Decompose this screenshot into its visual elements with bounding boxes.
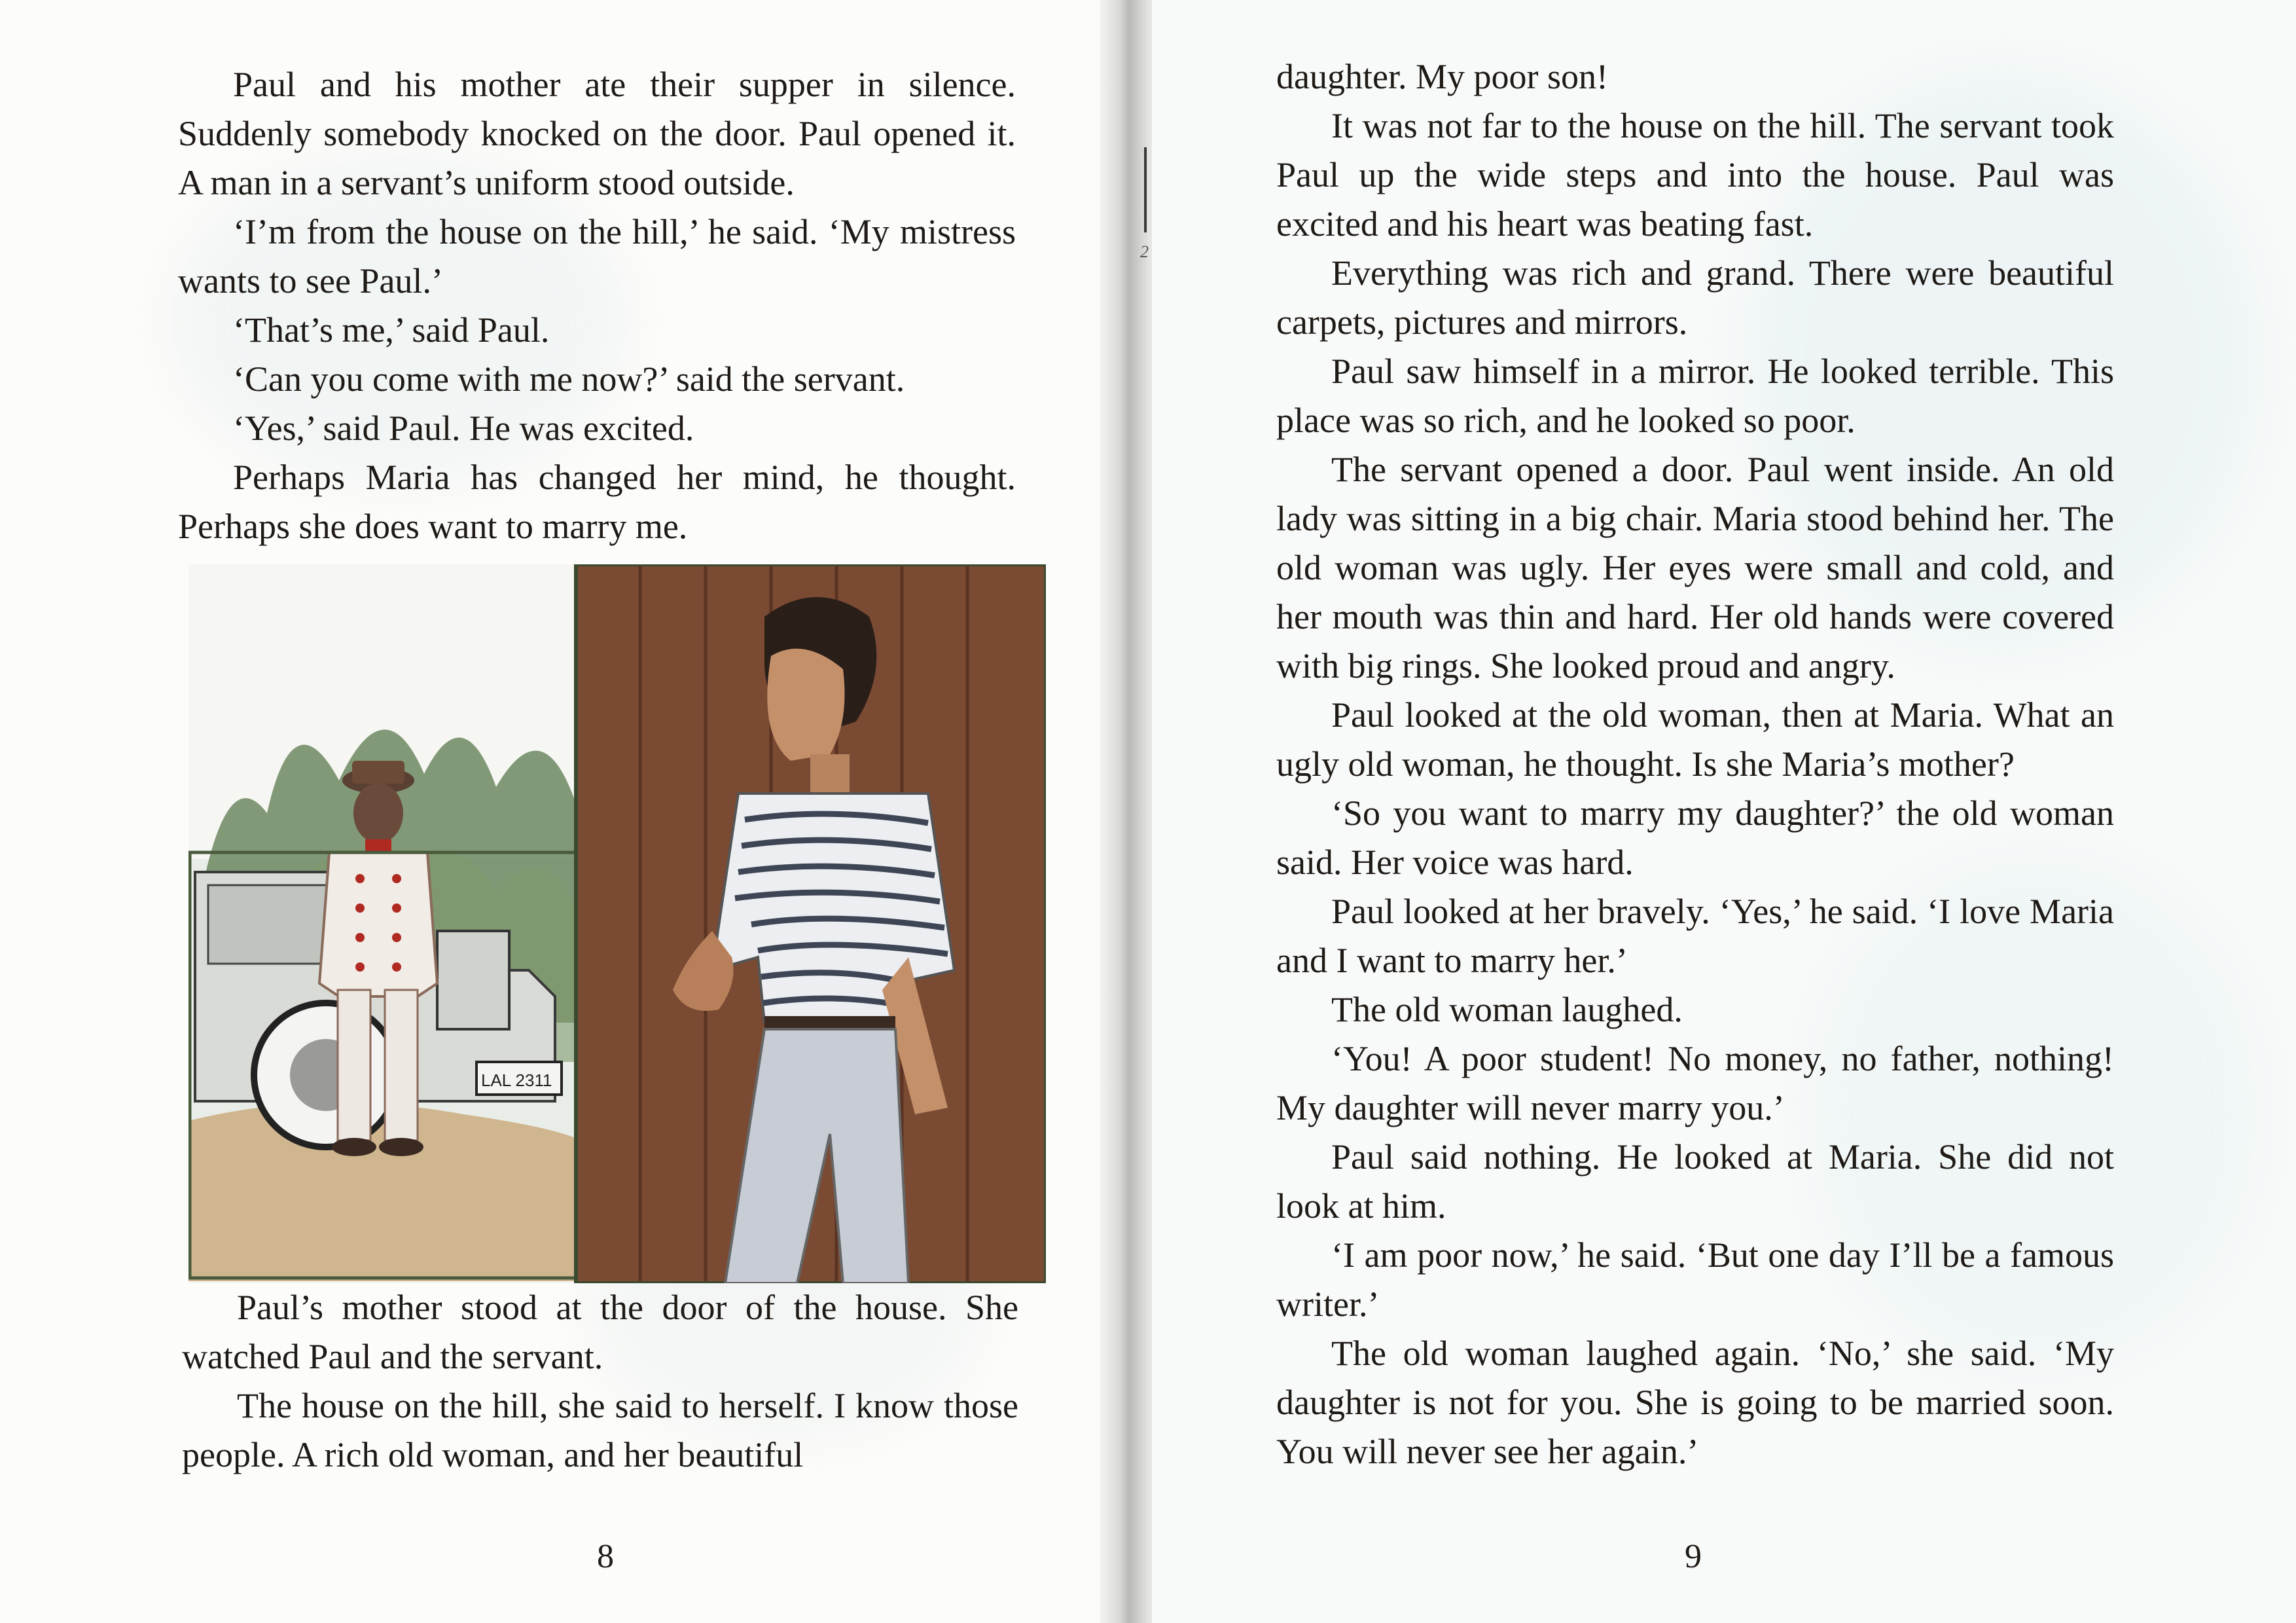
car-grille (437, 931, 509, 1029)
servant-cap-crown (352, 761, 404, 784)
page-number-left: 8 (597, 1538, 614, 1575)
paragraph: Paul looked at her bravely. ‘Yes,’ he said. ‘I love Maria and I want to marry her.’ (1276, 892, 2114, 980)
gutter-fragment: 2 (1140, 242, 1149, 261)
left-page (0, 0, 1113, 1623)
paragraph: ‘Yes,’ said Paul. He was excited. (233, 409, 694, 448)
servant-shoe (379, 1138, 423, 1156)
servant-head (353, 783, 403, 843)
paul-neck (810, 754, 850, 793)
left-page-text-top (178, 60, 1016, 551)
story-illustration (188, 564, 1046, 1283)
paragraph: Everything was rich and grand. There were beautiful carpets, pictures and mirrors. (1276, 253, 2114, 342)
paragraph: ‘Can you come with me now?’ said the servant. (233, 359, 905, 399)
paul-face (767, 649, 844, 761)
license-plate-text: LAL 2311 (481, 1070, 552, 1090)
paragraph: ‘You! A poor student! No money, no father, nothing! My daughter will never marry you.’ (1276, 1039, 2114, 1127)
page-number-right: 9 (1685, 1538, 1702, 1575)
paragraph: The old woman laughed again. ‘No,’ she said. ‘My daughter is not for you. She is going to be married soon. You will never see her again.’ (1276, 1334, 2114, 1471)
paragraph: ‘That’s me,’ said Paul. (233, 310, 550, 350)
paragraph: ‘So you want to marry my daughter?’ the old woman said. Her voice was hard. (1276, 793, 2114, 882)
paragraph: ‘I’m from the house on the hill,’ he said. ‘My mistress wants to see Paul.’ (178, 212, 1016, 301)
illustration-svg (188, 564, 1046, 1283)
paragraph: The house on the hill, she said to herself. I know those people. A rich old woman, and her beautiful (182, 1386, 1018, 1474)
paragraph: The old woman laughed. (1331, 990, 1683, 1029)
paul-belt (764, 1016, 895, 1029)
paragraph: Paul saw himself in a mirror. He looked terrible. This place was so rich, and he looked so poor. (1276, 352, 2114, 440)
paragraph: It was not far to the house on the hill. The servant took Paul up the wide steps and into the house. Paul was excited and his heart was beating fast. (1276, 106, 2114, 244)
servant-shoe (332, 1138, 376, 1156)
paragraph: Paul’s mother stood at the door of the house. She watched Paul and the servant. (182, 1288, 1018, 1376)
left-page-text-bottom (182, 1283, 1018, 1480)
right-page-text (1276, 52, 2114, 1476)
servant-jacket (319, 852, 437, 996)
paragraph: The servant opened a door. Paul went inside. An old lady was sitting in a big chair. Maria stood behind her. The old woman was ugly. Her eyes were small and cold, and her mouth was thin and hard. Her old hands were covered with big rings. She looked proud and angry. (1276, 450, 2114, 685)
servant-leg-right (385, 990, 418, 1140)
paragraph: Perhaps Maria has changed her mind, he thought. Perhaps she does want to marry me. (178, 458, 1016, 546)
gutter-mark (1144, 147, 1147, 232)
paragraph: Paul and his mother ate their supper in silence. Suddenly somebody knocked on the door. Paul opened it. A man in a servant’s uniform stood outside. (178, 65, 1016, 202)
paragraph: Paul looked at the old woman, then at Maria. What an ugly old woman, he thought. Is she Maria’s mother? (1276, 695, 2114, 784)
paragraph: Paul said nothing. He looked at Maria. She did not look at him. (1276, 1137, 2114, 1226)
servant-leg-left (338, 990, 370, 1140)
paragraph: daughter. My poor son! (1276, 57, 1608, 96)
paragraph: ‘I am poor now,’ he said. ‘But one day I’ll be a famous writer.’ (1276, 1235, 2114, 1324)
